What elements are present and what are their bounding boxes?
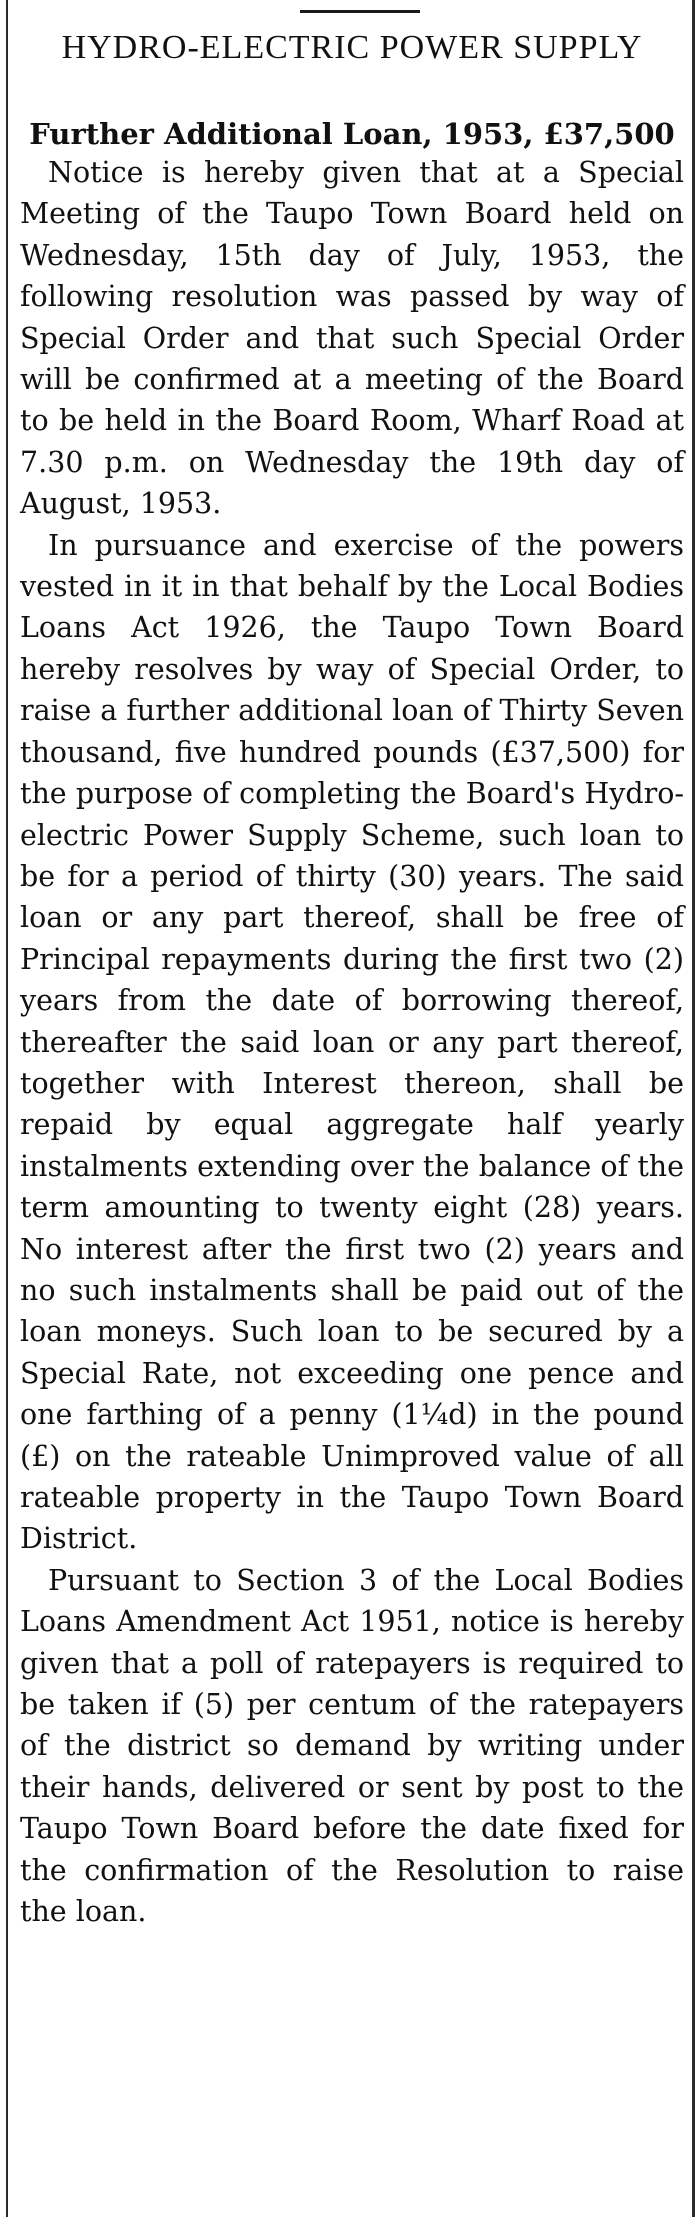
notice-column <box>20 28 684 1932</box>
top-rule <box>300 10 420 13</box>
notice-heading: HYDRO-ELECTRIC POWER SUPPLY <box>61 29 643 66</box>
notice-paragraph: Notice is hereby given that at a Special Meeting of the Taupo Town Board held on Wednesday, 15th day of July, 1953, the following resolution was passed by way of Special Order and that such Special Order will be confirmed at a meeting of the Board to be held in the Board Room, Wharf Road at 7.30 p.m. on Wednesday the 19th day of August, 1953. <box>20 156 684 521</box>
left-column-rule <box>6 0 8 2217</box>
right-column-rule <box>692 0 695 2217</box>
notice-paragraph: Pursuant to Section 3 of the Local Bodies Loans Amendment Act 1951, notice is hereby given that a poll of ratepayers is required to be taken if (5) per centum of the ratepayers of the district so demand by writing under their hands, delivered or sent by post to the Taupo Town Board before the date fixed for the confirmation of the Resolution to raise the loan. <box>20 1563 684 1929</box>
notice-paragraph: In pursuance and exercise of the powers vested in it in that behalf by the Local Bodies Loans Act 1926, the Taupo Town Board hereby resolves by way of Special Order, to raise a further additional loan of Thirty Seven thousand, five hundred pounds (£37,500) for the purpose of completing the Board's Hydro-electric Power Supply Scheme, such loan to be for a period of thirty (30) years. The said loan or any part thereof, shall be free of Principal repayments during the first two (2) years from the date of borrowing thereof, thereafter the said loan or any part thereof, together with Interest thereon, shall be repaid by equal aggregate half yearly instalments extending over the balance of the term amounting to twenty eight (28) years. No interest after the first two (2) years and no such instalments shall be paid out of the loan moneys. Such loan to be secured by a Special Rate, not exceeding one pence and one farthing of a penny (1¼d) in the pound (£) on the rateable Unimproved value of all rateable property in the Taupo Town Board District. <box>20 528 684 1556</box>
notice-subheading: Further Additional Loan, 1953, £37,500 <box>29 117 675 151</box>
